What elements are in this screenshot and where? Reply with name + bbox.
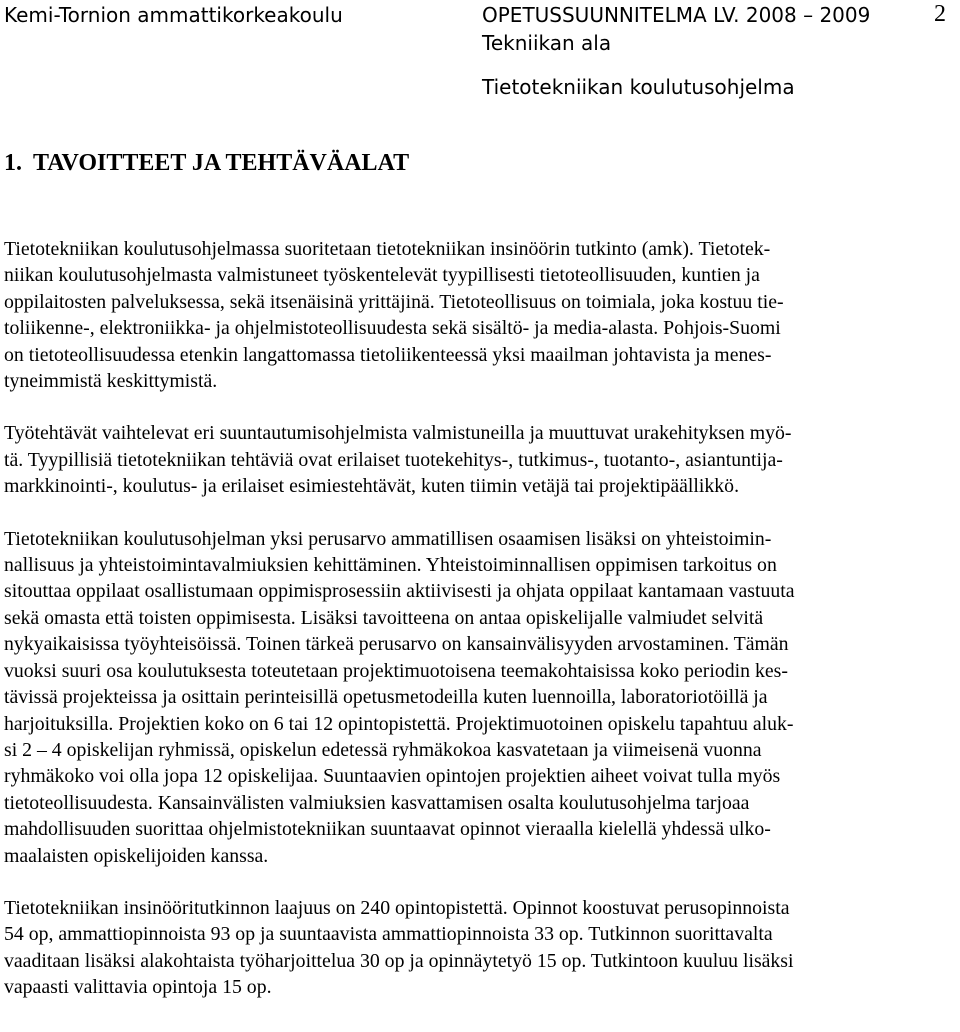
text-line: tietoteollisuudesta. Kansainvälisten valmiuksien kasvattamisen osalta koulutusohjelma tarjoaa <box>4 791 750 814</box>
text-line: Tietotekniikan koulutusohjelmassa suoritetaan tietotekniikan insinöörin tutkinto (amk). Tietotek- <box>4 238 771 260</box>
text-line: 54 op, ammattiopinnoista 93 op ja suuntaavista ammattiopinnoista 33 op. Tutkinnon suorittavalta <box>4 923 773 946</box>
paragraph <box>4 526 960 869</box>
text-line: ryhmäkoko voi olla jopa 12 opiskelijaa. Suuntaavien opintojen projektien aiheet voivat tulla myös <box>4 765 781 788</box>
header-programme: Tietotekniikan koulutusohjelma <box>482 75 795 99</box>
paragraph <box>4 895 960 1001</box>
header-organization: Kemi-Tornion ammattikorkeakoulu <box>4 3 343 27</box>
text-line: sekä omasta että toisten oppimisesta. Lisäksi tavoitteena on antaa opiskelijalle valmiudet selvitä <box>4 606 764 629</box>
page-number: 2 <box>934 1 946 27</box>
text-line: sitouttaa oppilaat osallistumaan oppimisprosessiin aktiivisesti ja ohjata oppilaat kantamaan vastuuta <box>4 580 795 603</box>
text-line: harjoituksilla. Projektien koko on 6 tai 12 opintopistettä. Projektimuotoinen opiskelu tapahtuu aluk- <box>4 712 794 735</box>
text-line: mahdollisuuden suorittaa ohjelmistotekniikan suuntaavat opinnot vieraalla kielellä yhdessä ulko- <box>4 818 771 841</box>
text-line: oppilaitosten palveluksessa, sekä itsenäisinä yrittäjinä. Tietoteollisuus on toimiala, joka kostuu tie- <box>4 290 784 313</box>
section-heading <box>4 148 409 178</box>
header-field: Tekniikan ala <box>482 31 612 55</box>
body-text <box>4 236 960 1027</box>
text-line: tyneimmistä keskittymistä. <box>4 370 218 393</box>
header-curriculum: OPETUSSUUNNITELMA LV. 2008 – 2009 <box>482 3 871 27</box>
text-line: on tietoteollisuudessa etenkin langattomassa tietoliikenteessä yksi maailman johtavista ja menes- <box>4 343 772 366</box>
text-line: Tietotekniikan koulutusohjelman yksi perusarvo ammatillisen osaamisen lisäksi on yhteistoimin- <box>4 527 772 550</box>
text-line: markkinointi-, koulutus- ja erilaiset esimiestehtävät, kuten tiimin vetäjä tai projektipäällikkö. <box>4 475 740 498</box>
text-line: Tietotekniikan insinööritutkinnon laajuus on 240 opintopistettä. Opinnot koostuvat perusopinnoista <box>4 896 790 919</box>
text-line: maalaisten opiskelijoiden kanssa. <box>4 844 269 867</box>
text-line: tä. Tyypillisiä tietotekniikan tehtäviä ovat erilaiset tuotekehitys-, tutkimus-, tuotanto-, asiantuntija- <box>4 448 783 471</box>
paragraph <box>4 420 960 499</box>
text-line: vuoksi suuri osa koulutuksesta toteutetaan projektimuotoisena teemakohtaisissa koko periodin kes- <box>4 659 788 682</box>
text-line: vapaasti valittavia opintoja 15 op. <box>4 976 272 999</box>
section-title: TAVOITTEET JA TEHTÄVÄALAT <box>33 150 410 176</box>
text-line: nallisuus ja yhteistoimintavalmiuksien kehittäminen. Yhteistoiminnallisen oppimisen tarkoitus on <box>4 554 777 577</box>
paragraph <box>4 236 960 394</box>
text-line: si 2 – 4 opiskelijan ryhmissä, opiskelun edetessä ryhmäkokoa kasvatetaan ja viimeisenä vuonna <box>4 738 762 761</box>
text-line: nykyaikaisissa työyhteisöissä. Toinen tärkeä perusarvo on kansainvälisyyden arvostaminen. Tämän <box>4 633 789 656</box>
text-line: vaaditaan lisäksi alakohtaista työharjoittelua 30 op ja opinnäytetyö 15 op. Tutkintoon kuuluu lisäksi <box>4 949 794 972</box>
text-line: toliikenne-, elektroniikka- ja ohjelmistoteollisuudesta sekä sisältö- ja media-alasta. Pohjois-Suomi <box>4 317 781 340</box>
text-line: Työtehtävät vaihtelevat eri suuntautumisohjelmista valmistuneilla ja muuttuvat urakehityksen myö- <box>4 422 792 445</box>
text-line: tävissä projekteissa ja osittain perinteisillä opetusmetodeilla kuten luennoilla, laboratoriotöillä ja <box>4 686 768 709</box>
text-line: niikan koulutusohjelmasta valmistuneet työskentelevät tyypillisesti tietoteollisuuden, kuntien ja <box>4 264 760 287</box>
section-number: 1. <box>4 150 22 176</box>
